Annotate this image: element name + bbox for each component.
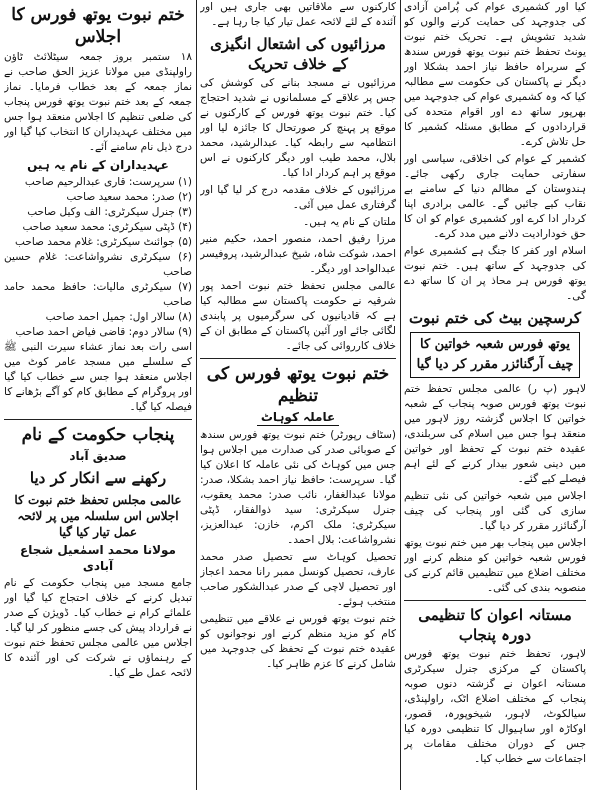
officer-list-item: (۵) جوائنٹ سیکرٹری: غلام محمد صاحب xyxy=(15,236,192,248)
article-paragraph: (سٹاف رپورٹر) ختم نبوت یوتھ فورس سندھ کے صوبائی صدر کی صدارت میں اجلاس ہوا جس میں کوہاٹ کی نئی عاملہ کا اعلان کیا گیا۔ سرپرست: حافظ نیاز احمد بشکلا، صدر: مولانا عبدالغفار، نائب صدر: محمد یعقوب، جنرل سیکرٹری: سید ذوالفقار، ڈپٹی سیکرٹری: ملک اکرم، خازن: عبدالعزیز، نشرواشاعت: بلال احمد۔ xyxy=(200,429,396,546)
article-paragraph: اجلاس میں شعبہ خواتین کی نئی تنظیم سازی کی گئی اور پنجاب کی چیف آرگنائزر مقرر کر دیا گیا۔ xyxy=(404,490,586,532)
officer-list-item: (۸) سالار اول: جمیل احمد صاحب xyxy=(45,311,192,323)
list-heading: عہدیداران کے نام یہ ہیں xyxy=(27,158,169,172)
officer-list-item: (۱) سرپرست: قاری عبدالرحیم صاحب xyxy=(24,176,192,188)
column-divider xyxy=(400,0,401,790)
divider xyxy=(404,600,586,601)
article-paragraph: لاہور (پ ر) عالمی مجلس تحفظ ختم نبوت یوتھ فورس صوبہ پنجاب کے شعبہ خواتین کا اجلاس گزشتہ روز لاہور میں منعقد ہوا جس میں اسلام کی سربلندی، عقیدہ ختم نبوت کے تحفظ اور خواتین میں دینی شعور بیدار کرنے کے لئے اہم فیصلے کیے گئے۔ xyxy=(404,383,586,485)
article-paragraph: کیا اور کشمیری عوام کی پُرامن آزادی کی جدوجہد کی حمایت کرنے والوں کو شدید تشویش ہے۔ تحریک ختم نبوت یونٹ تحفظ ختم نبوت یوتھ فورس سندھ کے سربراہ حافظ نیاز احمد بشکلا اور دیگر نے پاکستان کی حکومت سے مطالبہ کیا کہ وہ کشمیری عوام کی جدوجہد میں بھرپور ساتھ دے اور اقوام متحدہ کی قراردادوں کے مطابق مسئلہ کشمیر کا حل تلاش کرے۔ xyxy=(404,1,586,148)
article-paragraph: عالمی مجلس تحفظ ختم نبوت احمد پور شرقیہ نے حکومت پاکستان سے مطالبہ کیا ہے کہ قادیانیوں کی سرگرمیوں پر پابندی لگائی جائے اور آئین پاکستان کے مطابق ان کے خلاف کارروائی کی جائے۔ xyxy=(200,280,396,352)
column-divider xyxy=(196,0,197,790)
officer-list-item: (۴) ڈپٹی سیکرٹری: محمد سعید صاحب xyxy=(22,221,192,233)
byline: مولانا محمد اسمٰعیل شجاع آبادی xyxy=(20,543,176,573)
article-paragraph: اسلام اور کفر کا جنگ ہے کشمیری عوام کی جدوجہد کے ساتھ ہیں۔ ختم نبوت یوتھ فورس ہر محاذ پر ان کا ساتھ دے گی۔ xyxy=(404,245,586,302)
article-headline: یوتھ فورس شعبہ خواتین کا چیف آرگنائزر مقرر کر دیا گیا xyxy=(410,332,580,378)
officer-list-item: (۳) جنرل سیکرٹری: الف وکیل صاحب xyxy=(27,206,192,218)
article-headline: مرزائیوں کی اشتعال انگیزی کے خلاف تحریک xyxy=(210,35,386,73)
officer-list xyxy=(4,175,192,340)
article-paragraph: مرزائیوں کے خلاف مقدمہ درج کر لیا گیا اور گرفتاری عمل میں آئی۔ xyxy=(200,184,396,211)
article-headline: ختم نبوت یوتھ فورس کا اجلاس xyxy=(11,5,185,47)
article-paragraph: کشمیر کے عوام کی اخلاقی، سیاسی اور سفارتی حمایت جاری رکھی جائے۔ ہندوستان کے مظالم دنیا کے سامنے بے نقاب کیے جائیں گے۔ عالمی برادری اپنا کردار ادا کرے اور کشمیری عوام کو ان کا حق خودارادیت دلانے میں مدد کرے۔ xyxy=(404,153,586,240)
article-paragraph: لاہور، تحفظ ختم نبوت یوتھ فورس پاکستان کے مرکزی جنرل سیکرٹری مستانہ اعوان نے گزشتہ دنوں صوبہ پنجاب کے مختلف اضلاع اٹک، راولپنڈی، سیالکوٹ، لاہور، شیخوپورہ، قصور، اوکاڑہ اور ساہیوال کا تنظیمی دورہ کیا جس کے دوران مختلف مقامات پر اجتماعات سے خطاب کیا۔ xyxy=(404,648,586,765)
article-paragraph: ملتان کے نام یہ ہیں۔ xyxy=(303,216,396,228)
article-headline: مستانہ اعوان کا تنظیمی دورہ پنجاب xyxy=(418,606,572,644)
article-paragraph: ختم نبوت یوتھ فورس نے علاقے میں تنظیمی کام کو مزید منظم کرنے اور نوجوانوں کو عقیدہ ختم نبوت کے تحفظ کی جدوجہد میں شامل کرنے کا عزم ظاہر کیا۔ xyxy=(200,613,396,670)
article-paragraph: اجلاس میں پنجاب بھر میں ختم نبوت یوتھ فورس شعبہ خواتین کو منظم کرنے اور مختلف اضلاع میں تنظیمیں قائم کرنے کی منصوبہ بندی کی گئی۔ xyxy=(404,537,586,594)
officer-list-item: (۹) سالار دوم: قاضی فیاض احمد صاحب xyxy=(15,326,192,338)
article-paragraph: مرزائیوں نے مسجد بنانے کی کوشش کی جس پر علاقے کے مسلمانوں نے شدید احتجاج کیا۔ ختم نبوت یوتھ فورس کے کارکنوں نے موقع پر پہنچ کر صورتحال کا جائزہ لیا اور انتظامیہ سے رابطہ کیا۔ عبدالرشید، محمد بلال، محمد طیب اور دیگر کارکنوں نے اس موقع پر اہم کردار ادا کیا۔ xyxy=(200,77,396,179)
column-left xyxy=(4,0,192,790)
article-headline: ختم نبوت یوتھ فورس کی تنظیم xyxy=(206,364,390,406)
article-subheadline: صدیق آباد xyxy=(69,449,127,463)
officer-list-item: (۲) صدر: محمد سعید صاحب xyxy=(66,191,192,203)
article-paragraph: کارکنوں سے ملاقاتیں بھی جاری ہیں اور آئندہ کے لئے لائحہ عمل تیار کیا جا رہا ہے۔ xyxy=(200,1,396,28)
article-headline: عالمی مجلس تحفظ ختم نبوت کا اجلاس اس سلسلہ میں پر لائحہ عمل تیار کیا گیا xyxy=(14,493,182,539)
divider xyxy=(200,358,396,359)
officer-list-item: (۶) سیکرٹری نشرواشاعت: غلام حسین صاحب xyxy=(4,251,192,278)
article-headline: کرسچین بیٹ کی ختم نبوت xyxy=(409,309,581,327)
article-subheadline xyxy=(200,409,396,426)
article-paragraph: مرزا رفیق احمد، منصور احمد، حکیم منیر احمد، شوکت شاہ، شیخ عبدالرشید، پروفیسر عبدالواحد اور دیگر۔ xyxy=(200,233,396,275)
article-paragraph: جامع مسجد میں پنجاب حکومت کے نام تبدیل کرنے کے خلاف احتجاج کیا گیا اور علمائے کرام نے خطاب کیا۔ ڈویژن کے صدر نے قرارداد پیش کی جسے منظور کر لیا گیا۔ اجلاس میں عالمی مجلس تحفظ ختم نبوت کے رہنماؤں نے شرکت کی اور آئندہ کا لائحہ عمل طے کیا۔ xyxy=(4,577,192,679)
subheadline-text: عاملہ کوہاٹ xyxy=(257,409,339,426)
article-paragraph: تحصیل کوہاٹ سے تحصیل صدر محمد عارف، تحصیل کونسل ممبر رانا محمد اعجاز اور تحصیل لاچی کے صدر عبدالشکور صاحب منتخب ہوئے۔ xyxy=(200,551,396,608)
divider xyxy=(4,419,192,420)
article-paragraph: اسی رات بعد نماز عشاء سیرت النبی ﷺ کے سلسلے میں مسجد عامر کوٹ میں اجلاس منعقد ہوا جس سے خطاب کیا گیا اور پروگرام کے مطابق کام کو آگے بڑھانے کا فیصلہ کیا گیا۔ xyxy=(4,341,192,413)
column-middle xyxy=(200,0,396,790)
article-paragraph: ۱۸ ستمبر بروز جمعہ سیٹلائٹ ٹاؤن راولپنڈی میں مولانا عزیز الحق صاحب نے نماز جمعہ کے بعد خطاب فرمایا۔ نماز جمعہ کے بعد ختم نبوت یوتھ فورس پنجاب کی ضلعی تنظیم کا اجلاس منعقد ہوا جس میں مختلف عہدیداران کا انتخاب کیا گیا اور درج ذیل نام سامنے آئے۔ xyxy=(4,51,192,153)
article-headline: پنجاب حکومت کے نام xyxy=(21,425,175,445)
article-headline: رکھنے سے انکار کر دیا xyxy=(29,469,167,487)
column-right xyxy=(404,0,586,790)
officer-list-item: (۷) سیکرٹری مالیات: حافظ محمد حامد صاحب xyxy=(4,281,192,308)
